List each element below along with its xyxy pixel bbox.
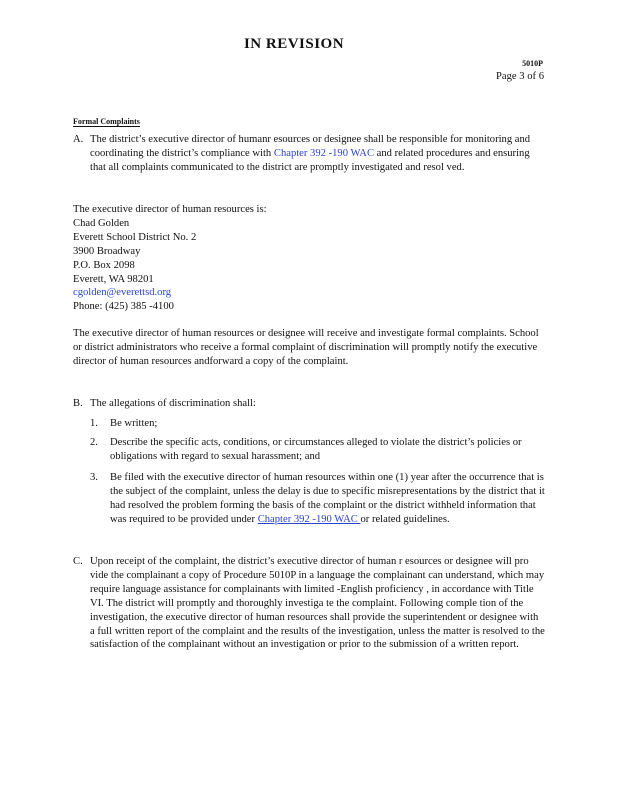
item-c-label: C.: [73, 556, 83, 567]
receive-paragraph: [73, 327, 545, 369]
item-a-text: [90, 133, 545, 175]
contact-org: Everett School District No. 2: [73, 231, 197, 243]
contact-po-box: P.O. Box 2098: [73, 259, 135, 271]
item-b-sub-3: [90, 471, 545, 527]
sub-1-text: Be written;: [110, 418, 158, 429]
page-number: Page 3 of 6: [496, 71, 544, 82]
wac-link-2[interactable]: Chapter 392 -190 WAC: [257, 513, 361, 525]
contact-name: Chad Golden: [73, 217, 130, 229]
contact-phone: Phone: (425) 385 -4100: [73, 301, 174, 313]
item-b-sub-2: [90, 436, 545, 464]
sub-3-text-after: or related guidelines.: [360, 513, 450, 525]
section-heading: [73, 115, 140, 129]
item-a: [73, 133, 545, 175]
sub-2-number: 2.: [90, 437, 98, 448]
wac-link[interactable]: Chapter 392 -190 WAC: [273, 147, 375, 159]
contact-city: Everett, WA 98201: [73, 273, 154, 285]
contact-intro: The executive director of human resources is:: [73, 204, 267, 215]
item-b-label: B.: [73, 398, 83, 409]
item-a-text-after: and related procedures and ensuring that all complaints communicated to the district are promptly investigated and resol ved.: [90, 147, 530, 173]
page-title: IN REVISION: [243, 36, 345, 52]
sub-1-number: 1.: [90, 418, 98, 429]
item-b-text: The allegations of discrimination shall:: [90, 398, 256, 409]
receive-paragraph-text: The executive director of human resources or designee will receive and investigate formal complaints. School or district administrators who receive a formal complaint of discrimination will promptly notify the executive director of human resources andforward a copy of the complaint.: [73, 328, 539, 367]
item-b: [73, 397, 545, 411]
sub-2-text: Describe the specific acts, conditions, or circumstances alleged to violate the district’s policies or obligations with regard to sexual harassment; and: [110, 437, 522, 462]
section-heading-text: Formal Complaints: [73, 117, 140, 126]
sub-3-text-before: Be filed with the executive director of human resources within one (1) year after the occurrence that is the subject of the complaint, unless the delay is due to specific misrepresentations by the district that it had resolved the problem forming the basis of the complaint or the district withheld information that was required to be provided under: [110, 472, 545, 525]
item-c: [73, 555, 545, 652]
item-b-sub-1: [90, 417, 545, 431]
policy-code: 5010P: [522, 59, 543, 68]
item-c-text: Upon receipt of the complaint, the district’s executive director of human r esources or designee will pro vide the complainant a copy of Procedure 5010P in a language the complainant can understand, which may require language assistance for complainants with limited -English proficiency , in accordance with Title VI. The district will promptly and thoroughly investiga te the complaint. Following comple tion of the investigation, the executive director of human resources shall provide the superintendent or designee with a full written report of the complaint and the results of the investigation, unless the matter is resolved to the satisfaction of the complainant without an investigation or prior to the submission of a written report.: [90, 556, 545, 651]
sub-3-number: 3.: [90, 472, 98, 483]
contact-street: 3900 Broadway: [73, 245, 141, 257]
contact-email-link[interactable]: cgolden@everettsd.org: [73, 287, 172, 299]
item-a-text-before: The district’s executive director of humanr esources or designee shall be responsible for monitoring and coordinating the district’s compliance with: [90, 134, 531, 159]
contact-block: [73, 203, 545, 314]
item-a-label: A.: [73, 134, 84, 145]
sub-3-text: [110, 471, 545, 527]
